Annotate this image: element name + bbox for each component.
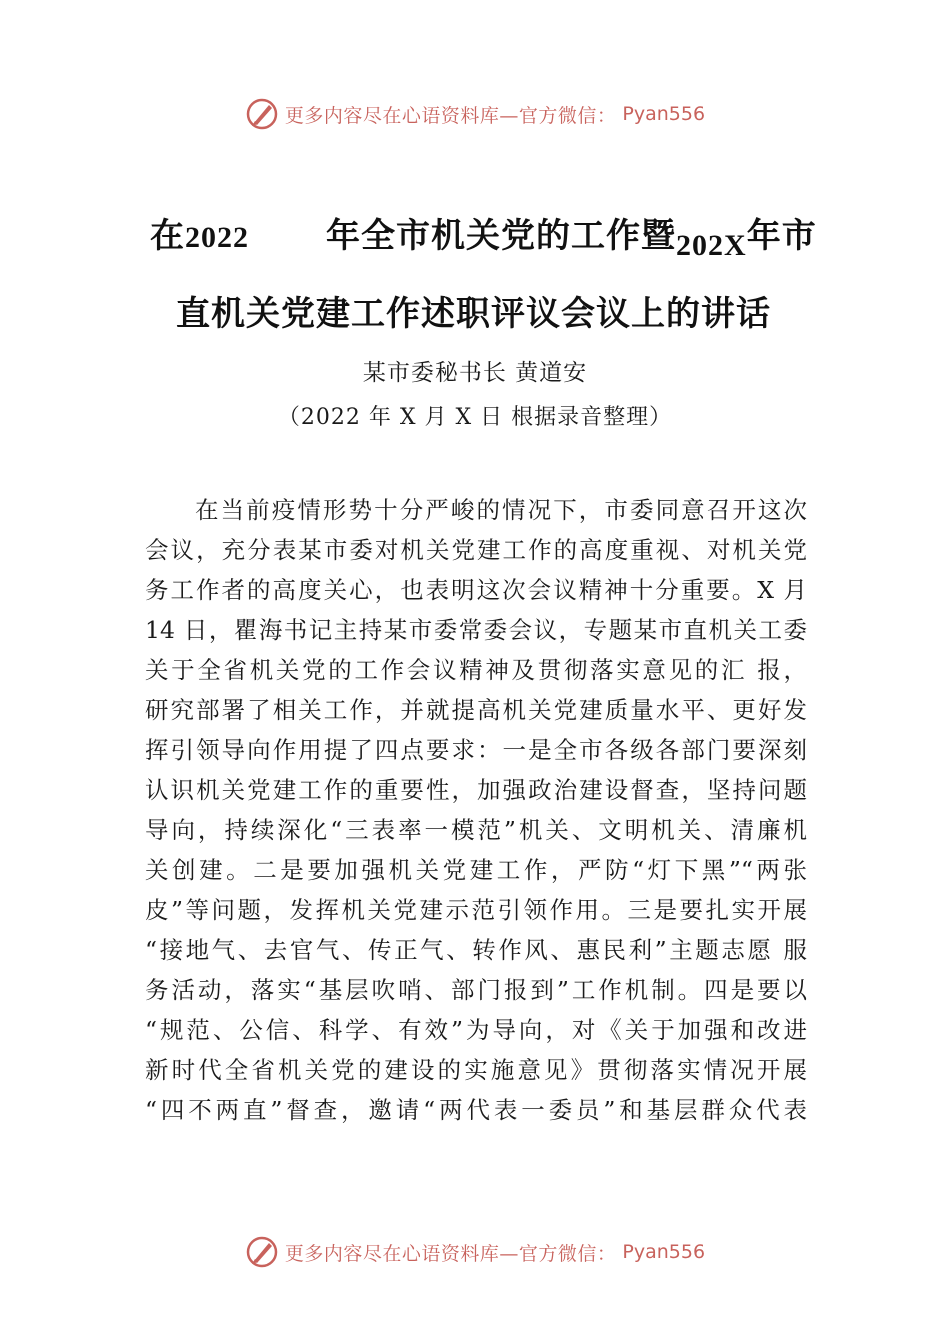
title-prefix: 在 (150, 216, 185, 256)
title-line-2: 直机关党建工作述职评议会议上的讲话 (176, 294, 771, 334)
title-year: 2022 (185, 221, 249, 254)
footer-watermark (0, 1232, 950, 1272)
title-end: 年市 (746, 216, 817, 256)
body-line: 14 日，瞿海书记主持某市委常委会议，专题某市直机关工委 (145, 616, 807, 644)
body-line: “四不两直”督查，邀请“两代表一委员”和基层群众代表 (145, 1096, 807, 1124)
header-watermark (0, 94, 950, 134)
body-line: 务工作者的高度关心，也表明这次会议精神十分重要。X 月 (145, 576, 807, 604)
pen-logo-icon (245, 97, 279, 131)
body-line: 认识机关党建工作的重要性，加强政治建设督查，坚持问题 (145, 776, 807, 804)
author-line: 某市委秘书长 黄道安 (362, 360, 588, 386)
pen-logo-icon (245, 1235, 279, 1269)
watermark-wechat-id: Pyan556 (622, 1241, 706, 1263)
body-line: 皮”等问题，发挥机关党建示范引领作用。三是要扎实开展 (145, 896, 807, 924)
body-line: “接地气、去官气、传正气、转作风、惠民利”主题志愿 服 (145, 936, 807, 964)
title-line-1 (150, 208, 817, 262)
body-line: “规范、公信、科学、有效”为导向，对《关于加强和改进 (145, 1016, 807, 1044)
watermark-text: 更多内容尽在心语资料库—官方微信： (284, 104, 617, 127)
body-line: 导向，持续深化“三表率一模范”机关、文明机关、清廉机 (145, 816, 807, 844)
title-mid: 年全市机关党的工作暨 (326, 216, 677, 256)
watermark-text: 更多内容尽在心语资料库—官方微信： (284, 1242, 617, 1265)
date-note: （2022 年 X 月 X 日 根据录音整理） (277, 405, 673, 430)
speech-body (145, 492, 807, 1132)
body-line: 务活动，落实“基层吹哨、部门报到”工作机制。四是要以 (145, 976, 807, 1004)
body-line: 在当前疫情形势十分严峻的情况下，市委同意召开这次 (195, 496, 807, 524)
body-line: 研究部署了相关工作，并就提高机关党建质量水平、更好发 (145, 696, 807, 724)
body-line: 关于全省机关党的工作会议精神及贯彻落实意见的汇 报， (145, 656, 807, 684)
body-line: 挥引领导向作用提了四点要求：一是全市各级各部门要深刻 (145, 736, 807, 764)
body-line: 会议，充分表某市委对机关党建工作的高度重视、对机关党 (145, 536, 807, 564)
watermark-wechat-id: Pyan556 (622, 103, 706, 125)
body-line: 新时代全省机关党的建设的实施意见》贯彻落实情况开展 (145, 1056, 807, 1084)
title-year-2: 202X (676, 229, 747, 262)
body-line: 关创建。二是要加强机关党建工作，严防“灯下黑”“两张 (145, 856, 807, 884)
